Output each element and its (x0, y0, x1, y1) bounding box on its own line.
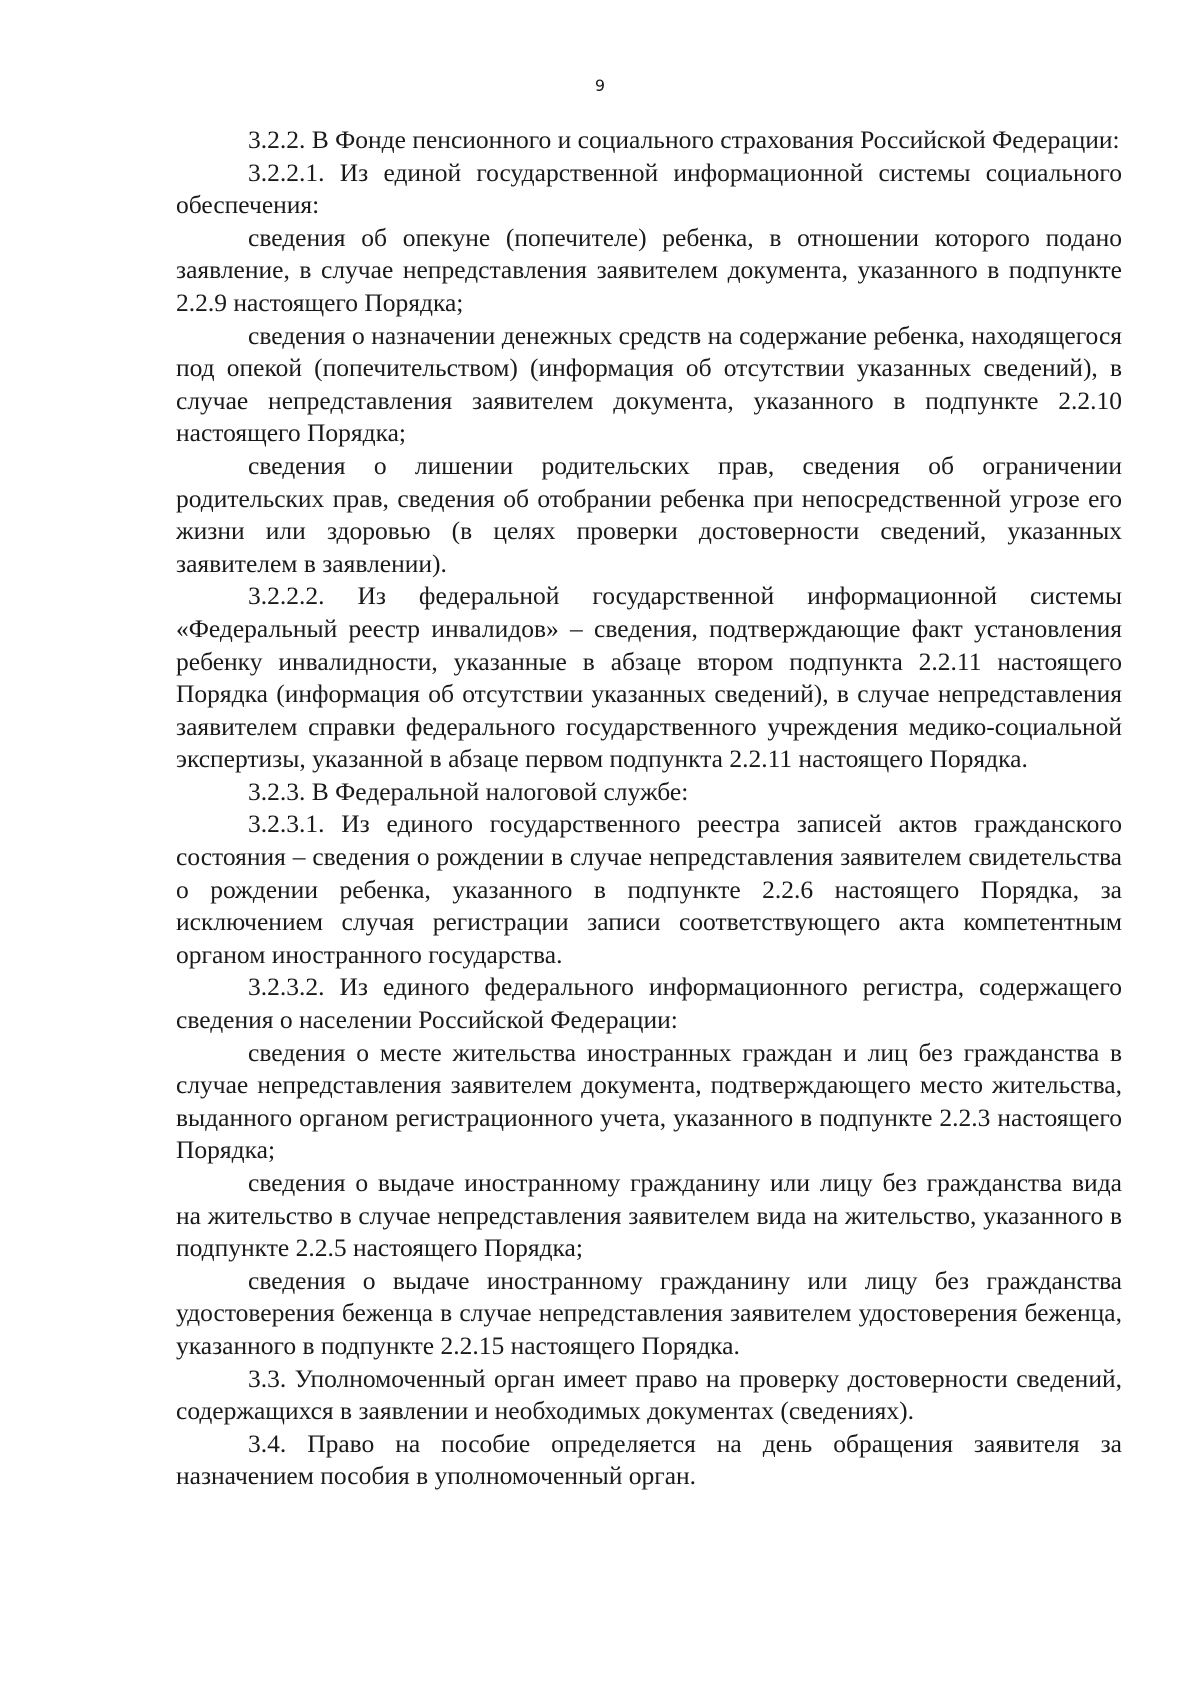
paragraph-3-4: 3.4. Право на пособие определяется на день обращения заявителя за назначением пособия в уполномоченный орган. (176, 1428, 1122, 1491)
page-number: 9 (594, 76, 606, 95)
paragraph-residence-permit-info: сведения о выдаче иностранному гражданину или лицу без гражданства вида на жительство в случае непредставления заявителем вида на жительство, указанного в подпункте 2.2.5 настоящего Порядка; (176, 1168, 1122, 1263)
paragraph-refugee-certificate-info: сведения о выдаче иностранному гражданину или лицу без гражданства удостоверения беженца в случае непредставления заявителем удостоверения беженца, указанного в подпункте 2.2.15 настоящего Порядка. (176, 1265, 1122, 1360)
paragraph-3-2-3-1: 3.2.3.1. Из единого государственного реестра записей актов гражданского состояния – сведения о рождении в случае непредставления заявителем свидетельства о рождении ребенка, указанного в подпункте 2.2.6 настоящего Порядка, за исключением случая регистрации записи соответствующего акта компетентным органом иностранного государства. (176, 809, 1122, 969)
paragraph-parental-rights-info: сведения о лишении родительских прав, сведения об ограничении родительских прав, сведения об отобрании ребенка при непосредственной угрозе его жизни или здоровью (в целях проверки достоверности сведений, указанных заявителем в заявлении). (176, 450, 1122, 578)
paragraph-3-2-3: 3.2.3. В Федеральной налоговой службе: (248, 776, 689, 806)
paragraph-3-2-2: 3.2.2. В Фонде пенсионного и социального страхования Российской Федерации: (248, 125, 1120, 154)
document-body (176, 124, 1122, 1493)
paragraph-funds-info: сведения о назначении денежных средств на содержание ребенка, находящегося под опекой (попечительством) (информация об отсутствии указанных сведений), в случае непредставления заявителем документа, указанного в подпункте 2.2.10 настоящего Порядка; (176, 320, 1122, 448)
paragraph-guardian-info: сведения об опекуне (попечителе) ребенка, в отношении которого подано заявление, в случае непредставления заявителем документа, указанного в подпункте 2.2.9 настоящего Порядка; (176, 222, 1122, 317)
paragraph-3-3: 3.3. Уполномоченный орган имеет право на проверку достоверности сведений, содержащихся в заявлении и необходимых документах (сведениях). (176, 1363, 1122, 1426)
paragraph-3-2-2-1: 3.2.2.1. Из единой государственной информационной системы социального обеспечения: (176, 157, 1122, 220)
paragraph-residence-info: сведения о месте жительства иностранных граждан и лиц без гражданства в случае непредставления заявителем документа, подтверждающего место жительства, выданного органом регистрационного учета, указанного в подпункте 2.2.3 настоящего Порядка; (176, 1037, 1122, 1165)
paragraph-3-2-2-2: 3.2.2.2. Из федеральной государственной информационной системы «Федеральный реестр инвалидов» – сведения, подтверждающие факт установления ребенку инвалидности, указанные в абзаце втором подпункта 2.2.11 настоящего Порядка (информация об отсутствии указанных сведений), в случае непредставления заявителем справки федерального государственного учреждения медико-социальной экспертизы, указанной в абзаце первом подпункта 2.2.11 настоящего Порядка. (176, 581, 1122, 774)
paragraph-3-2-3-2: 3.2.3.2. Из единого федерального информационного регистра, содержащего сведения о населении Российской Федерации: (176, 972, 1122, 1035)
